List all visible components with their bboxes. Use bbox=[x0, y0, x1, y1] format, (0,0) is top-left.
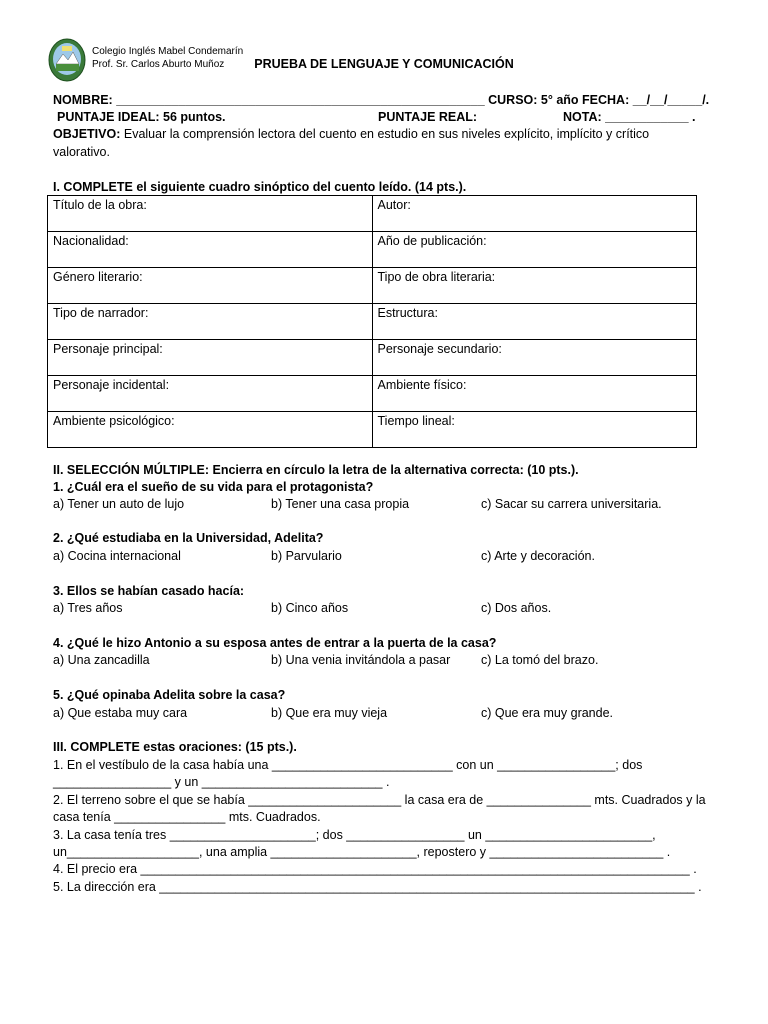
table-cell[interactable]: Ambiente físico: bbox=[372, 376, 697, 412]
question-4: 4. ¿Qué le hizo Antonio a su esposa antes de entrar a la puerta de la casa? bbox=[53, 636, 497, 650]
table-cell[interactable]: Tiempo lineal: bbox=[372, 412, 697, 448]
sentence-line[interactable]: casa tenía ________________ mts. Cuadrados. bbox=[53, 810, 321, 824]
objetivo-text-2: valorativo. bbox=[53, 145, 110, 159]
option-3a[interactable]: a) Tres años bbox=[53, 601, 123, 615]
section3-heading bbox=[53, 740, 297, 754]
table-row bbox=[48, 412, 697, 448]
table-cell[interactable]: Estructura: bbox=[372, 304, 697, 340]
sentence-line[interactable]: 5. La dirección era _____________________________________________________________________________ . bbox=[53, 880, 702, 894]
school-line-2: Prof. Sr. Carlos Aburto Muñoz bbox=[92, 59, 225, 70]
objetivo-label: OBJETIVO: bbox=[53, 127, 121, 141]
table-cell[interactable]: Género literario: bbox=[48, 268, 373, 304]
sentence-line[interactable]: 1. En el vestíbulo de la casa había una __________________________ con un _________________; dos bbox=[53, 758, 643, 772]
section2-heading: II. SELECCIÓN MÚLTIPLE: Encierra en círculo la letra de la alternativa correcta: (10 pts.). bbox=[53, 463, 579, 477]
option-1a[interactable]: a) Tener un auto de lujo bbox=[53, 497, 185, 511]
option-5b[interactable]: b) Que era muy vieja bbox=[271, 706, 388, 720]
table-row bbox=[48, 232, 697, 268]
option-1c[interactable]: c) Sacar su carrera universitaria. bbox=[481, 497, 662, 511]
question-1: 1. ¿Cuál era el sueño de su vida para el protagonista? bbox=[53, 480, 374, 494]
objetivo bbox=[53, 127, 649, 141]
question-3: 3. Ellos se habían casado hacía: bbox=[53, 584, 245, 598]
sentence-line[interactable]: 4. El precio era _______________________________________________________________________________ . bbox=[53, 862, 697, 876]
sentence-line[interactable]: 2. El terreno sobre el que se había ______________________ la casa era de _______________ mts. Cuadrados y la bbox=[53, 793, 706, 807]
option-1b[interactable]: b) Tener una casa propia bbox=[271, 497, 410, 511]
table-cell[interactable]: Año de publicación: bbox=[372, 232, 697, 268]
table-row bbox=[48, 268, 697, 304]
puntaje-real: PUNTAJE REAL: bbox=[378, 110, 478, 124]
option-3b[interactable]: b) Cinco años bbox=[271, 601, 349, 615]
table-cell[interactable]: Nacionalidad: bbox=[48, 232, 373, 268]
table-cell[interactable]: Tipo de obra literaria: bbox=[372, 268, 697, 304]
option-2a[interactable]: a) Cocina internacional bbox=[53, 549, 181, 563]
synoptic-table bbox=[47, 195, 697, 448]
sentence-line[interactable]: 3. La casa tenía tres _____________________; dos _________________ un ________________________, bbox=[53, 828, 656, 842]
table-row bbox=[48, 304, 697, 340]
nota-line: NOTA: ____________ . bbox=[563, 110, 696, 124]
table-cell[interactable]: Personaje secundario: bbox=[372, 340, 697, 376]
option-3c[interactable]: c) Dos años. bbox=[481, 601, 552, 615]
table-cell[interactable]: Personaje incidental: bbox=[48, 376, 373, 412]
puntaje-ideal: PUNTAJE IDEAL: 56 puntos. bbox=[57, 110, 226, 124]
option-4b[interactable]: b) Una venia invitándola a pasar bbox=[271, 653, 451, 667]
objetivo-text: Evaluar la comprensión lectora del cuento en estudio en sus niveles explícito, implícito y crítico bbox=[123, 127, 650, 141]
school-line-1: Colegio Inglés Mabel Condemarín bbox=[92, 46, 244, 57]
section1-heading-bold: I. COMPLETE bbox=[53, 180, 133, 194]
question-2: 2. ¿Qué estudiaba en la Universidad, Adelita? bbox=[53, 531, 324, 545]
table-cell[interactable]: Autor: bbox=[372, 196, 697, 232]
table-cell[interactable]: Personaje principal: bbox=[48, 340, 373, 376]
section3-heading-rest: estas oraciones: (15 pts.). bbox=[139, 740, 297, 754]
section1-heading bbox=[53, 180, 466, 194]
page-title: PRUEBA DE LENGUAJE Y COMUNICACIÓN bbox=[254, 57, 514, 71]
option-5c[interactable]: c) Que era muy grande. bbox=[481, 706, 614, 720]
option-4a[interactable]: a) Una zancadilla bbox=[53, 653, 150, 667]
option-2b[interactable]: b) Parvulario bbox=[271, 549, 342, 563]
option-2c[interactable]: c) Arte y decoración. bbox=[481, 549, 595, 563]
table-cell[interactable]: Tipo de narrador: bbox=[48, 304, 373, 340]
option-4c[interactable]: c) La tomó del brazo. bbox=[481, 653, 599, 667]
table-cell[interactable]: Título de la obra: bbox=[48, 196, 373, 232]
question-5: 5. ¿Qué opinaba Adelita sobre la casa? bbox=[53, 688, 286, 702]
sentence-line[interactable]: un___________________, una amplia _____________________, repostero y _________________________ . bbox=[53, 845, 671, 859]
table-cell[interactable]: Ambiente psicológico: bbox=[48, 412, 373, 448]
table-row bbox=[48, 196, 697, 232]
nombre-line: NOMBRE: _____________________________________________________ CURSO: 5° año FECHA: __/__/_____/. bbox=[53, 93, 710, 107]
section3-heading-bold: III. COMPLETE bbox=[53, 740, 140, 754]
section1-heading-rest: el siguiente cuadro sinóptico del cuento leído. (14 pts.). bbox=[132, 180, 467, 194]
table-row bbox=[48, 376, 697, 412]
option-5a[interactable]: a) Que estaba muy cara bbox=[53, 706, 188, 720]
table-row bbox=[48, 340, 697, 376]
sentence-line[interactable]: _________________ y un __________________________ . bbox=[53, 775, 390, 789]
